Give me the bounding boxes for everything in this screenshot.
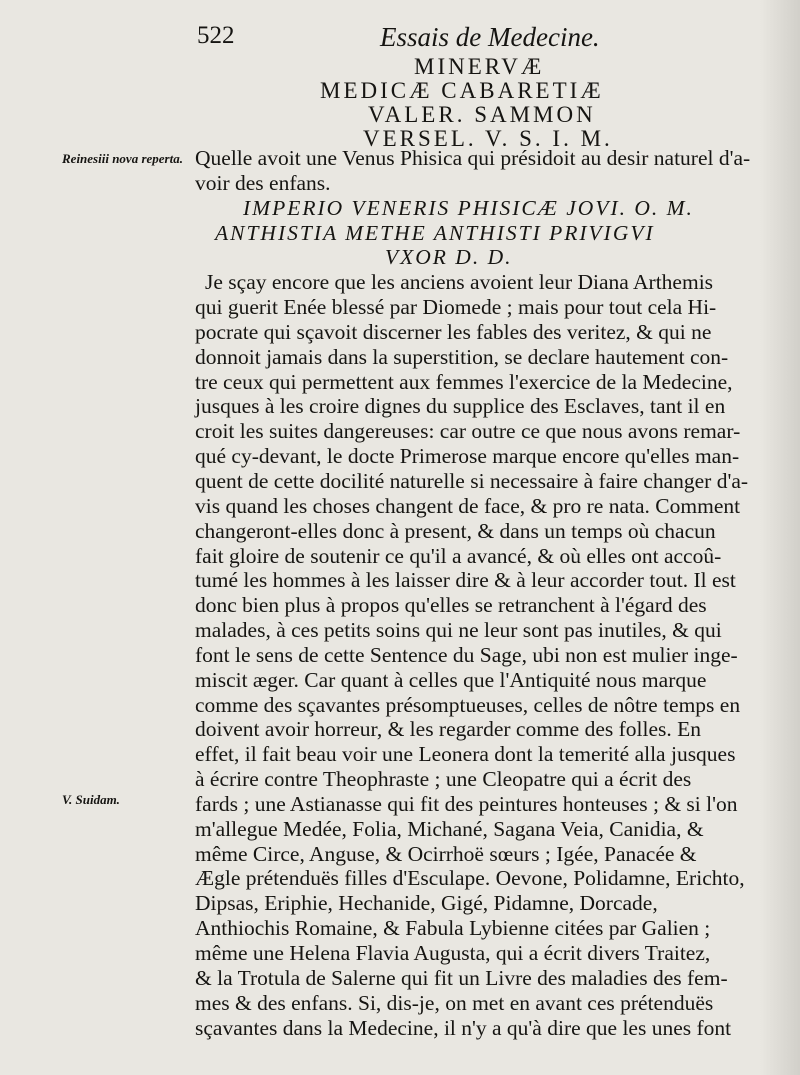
text-line: à écrire contre Theophraste ; une Cleopatre qui a écrit des	[195, 767, 692, 792]
text-line: effet, il fait beau voir une Leonera dont la temerité alla jusques	[195, 742, 736, 767]
text-line: Anthiochis Romaine, & Fabula Lybienne citées par Galien ;	[195, 916, 711, 941]
inscription-line: IMPERIO VENERIS PHISICÆ JOVI. O. M.	[243, 195, 694, 220]
main-text	[195, 146, 783, 1040]
masthead-line-2: MEDICÆ CABARETIÆ	[320, 78, 604, 103]
text-line: pocrate qui sçavoit discerner les fables des veritez, & qui ne	[195, 319, 712, 344]
text-line: qui guerit Enée blessé par Diomede ; mais pour tout cela Hi-	[195, 295, 717, 320]
text-line: quent de cette docilité naturelle si necessaire à faire changer d'a-	[195, 468, 749, 493]
text-line: donnoit jamais dans la superstition, se declare hautement con-	[195, 344, 729, 369]
text-line: donc bien plus à propos qu'elles se retranchent à l'égard des	[195, 593, 707, 618]
masthead-line-1: MINERVÆ	[414, 54, 545, 79]
text-line: miscit æger. Car quant à celles que l'Antiquité nous marque	[195, 667, 707, 692]
text-line: même une Helena Flavia Augusta, qui a écrit divers Traitez,	[195, 941, 711, 965]
running-title: Essais de Medecine.	[380, 22, 600, 52]
text-line: malades, à ces petits soins qui ne leur sont pas inutiles, & qui	[195, 618, 722, 643]
text-line: qué cy-devant, le docte Primerose marque encore qu'elles man-	[195, 444, 740, 469]
text-line: Dipsas, Eriphie, Hechanide, Gigé, Pidamne, Dorcade,	[195, 891, 658, 916]
text-line: fait gloire de soutenir ce qu'il a avancé, & où elles ont accoû-	[195, 543, 722, 568]
text-line: vis quand les choses changent de face, & pro re nata. Comment	[195, 493, 741, 518]
text-line: Je sçay encore que les anciens avoient leur Diana Arthemis	[205, 270, 714, 295]
text-line: m'allegue Medée, Folia, Michané, Sagana Veia, Canidia, &	[195, 816, 704, 841]
margin-note-suidas: V. Suidam.	[62, 792, 120, 807]
text-line: Ægle prétenduës filles d'Esculape. Oevone, Polidamne, Erichto,	[195, 866, 745, 891]
text-line: Quelle avoit une Venus Phisica qui présidoit au desir naturel d'a-	[195, 146, 751, 170]
text-line: tumé les hommes à les laisser dire & à leur accorder tout. Il est	[195, 568, 736, 593]
masthead-line-4: VERSEL. V. S. I. M.	[363, 126, 613, 151]
text-line: doivent avoir horreur, & les regarder comme des folles. En	[195, 717, 702, 742]
masthead-line-3: VALER. SAMMON	[368, 102, 596, 127]
margin-note-reinesius: Reinesiii nova reperta.	[62, 151, 183, 166]
text-line: changeront-elles donc à present, & dans un temps où chacun	[195, 518, 716, 543]
text-line: voir des enfans.	[195, 170, 331, 195]
page-header	[0, 22, 800, 54]
text-line: tre ceux qui permettent aux femmes l'exercice de la Medecine,	[195, 369, 733, 394]
text-line: font le sens de cette Sentence du Sage, ubi non est mulier inge-	[195, 642, 738, 667]
text-line: comme des sçavantes présomptueuses, celles de nôtre temps en	[195, 692, 741, 717]
text-line: mes & des enfans. Si, dis-je, on met en avant ces prétenduës	[195, 990, 714, 1015]
text-line: jusques à les croire dignes du supplice des Esclaves, tant il en	[195, 394, 726, 419]
text-line: & la Trotula de Salerne qui fit un Livre des maladies des fem-	[195, 965, 728, 990]
inscription-line: VXOR D. D.	[385, 245, 513, 270]
inscription-line: ANTHISTIA METHE ANTHISTI PRIVIGVI	[215, 220, 655, 245]
text-line: sçavantes dans la Medecine, il n'y a qu'à dire que les unes font	[195, 1015, 732, 1040]
text-line: même Circe, Anguse, & Ocirrhoë sœurs ; Igée, Panacée &	[195, 841, 697, 866]
text-line: croit les suites dangereuses: car outre ce que nous avons remar-	[195, 419, 741, 444]
text-line: fards ; une Astianasse qui fit des peintures honteuses ; & si l'on	[195, 791, 738, 816]
page-number: 522	[197, 22, 235, 49]
